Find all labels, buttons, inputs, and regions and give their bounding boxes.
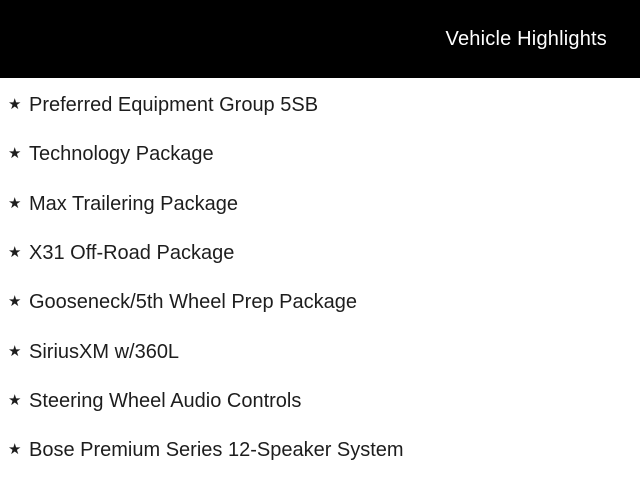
vehicle-highlights-header <box>0 0 640 78</box>
star-icon: ★ <box>8 441 22 459</box>
list-item <box>0 377 640 426</box>
list-item-label: SiriusXM w/360L <box>29 340 180 363</box>
list-item <box>0 81 640 130</box>
star-icon: ★ <box>8 342 22 360</box>
list-item-label: Steering Wheel Audio Controls <box>29 389 302 412</box>
star-icon: ★ <box>8 96 22 114</box>
list-item-label: Bose Premium Series 12-Speaker System <box>29 439 404 462</box>
star-icon: ★ <box>8 244 22 262</box>
list-item-label: Max Trailering Package <box>29 192 238 215</box>
list-item-label: Gooseneck/5th Wheel Prep Package <box>29 291 357 314</box>
list-item <box>0 229 640 278</box>
list-item <box>0 278 640 327</box>
list-item-label: Preferred Equipment Group 5SB <box>29 94 319 117</box>
list-item <box>0 180 640 229</box>
list-item-label: Technology Package <box>29 143 214 166</box>
list-item <box>0 426 640 475</box>
list-item <box>0 327 640 376</box>
star-icon: ★ <box>8 391 22 409</box>
star-icon: ★ <box>8 293 22 311</box>
list-item <box>0 130 640 179</box>
list-item-label: X31 Off-Road Package <box>29 242 235 265</box>
page-title: Vehicle Highlights <box>445 27 607 50</box>
vehicle-highlights-list <box>0 81 640 475</box>
star-icon: ★ <box>8 145 22 163</box>
star-icon: ★ <box>8 194 22 212</box>
